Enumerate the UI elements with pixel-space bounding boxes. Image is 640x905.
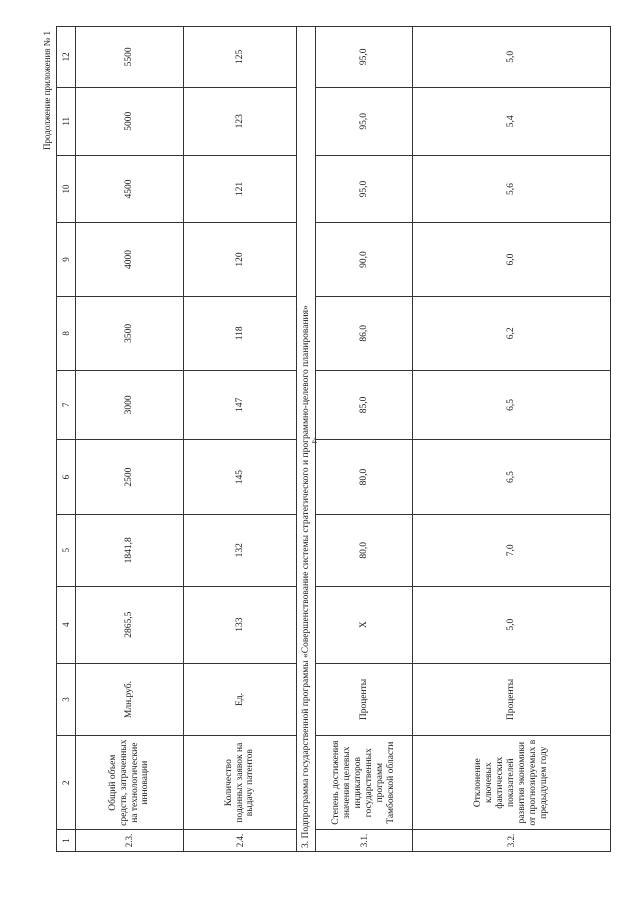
- row-number: 3.2.: [413, 829, 611, 851]
- indicator-name: Степень достижения значения целевых индикаторов государственных программ Тамбовской области: [316, 736, 413, 830]
- value-cell: 5500: [76, 27, 184, 88]
- value-cell: Х: [316, 586, 413, 663]
- value-cell: 80,0: [316, 440, 413, 515]
- value-cell: 95,0: [316, 27, 413, 88]
- column-number: 10: [57, 155, 76, 222]
- value-cell: 132: [184, 515, 297, 587]
- unit-cell: Проценты: [316, 663, 413, 736]
- section-title: 3. Подпрограмма государственной программы «Совершенствование системы стратегического и программно-целевого планирования»: [297, 27, 316, 852]
- value-cell: 147: [184, 370, 297, 439]
- value-cell: 5000: [76, 87, 184, 155]
- continuation-label: Продолжение приложения № 1: [42, 30, 52, 150]
- column-number: 5: [57, 515, 76, 587]
- value-cell: 95,0: [316, 87, 413, 155]
- value-cell: 2865,5: [76, 586, 184, 663]
- value-cell: 86,0: [316, 296, 413, 370]
- indicator-name: Общий объем средств, затраченных на технологические инновации: [76, 736, 184, 830]
- column-number: 4: [57, 586, 76, 663]
- value-cell: 5,4: [413, 87, 611, 155]
- column-number: 3: [57, 663, 76, 736]
- value-cell: 125: [184, 27, 297, 88]
- value-cell: 5,0: [413, 27, 611, 88]
- value-cell: 4000: [76, 223, 184, 297]
- value-cell: 5,0: [413, 586, 611, 663]
- unit-cell: Млн.руб.: [76, 663, 184, 736]
- value-cell: 4500: [76, 155, 184, 222]
- indicator-name: Количество поданных заявок на выдачу патентов: [184, 736, 297, 830]
- row-number: 3.1.: [316, 829, 413, 851]
- unit-cell: Ед.: [184, 663, 297, 736]
- column-number: 6: [57, 440, 76, 515]
- value-cell: 123: [184, 87, 297, 155]
- indicators-table: [56, 26, 611, 852]
- value-cell: 6,5: [413, 370, 611, 439]
- value-cell: 2500: [76, 440, 184, 515]
- value-cell: 80,0: [316, 515, 413, 587]
- column-number: 1: [57, 829, 76, 851]
- column-number: 8: [57, 296, 76, 370]
- table-row: [184, 27, 297, 852]
- value-cell: 6,5: [413, 440, 611, 515]
- value-cell: 3500: [76, 296, 184, 370]
- value-cell: 118: [184, 296, 297, 370]
- value-cell: 6,0: [413, 223, 611, 297]
- value-cell: 1841,8: [76, 515, 184, 587]
- column-number-row: [57, 27, 76, 852]
- value-cell: 95,0: [316, 155, 413, 222]
- unit-cell: Проценты: [413, 663, 611, 736]
- value-cell: 5,6: [413, 155, 611, 222]
- section-header-row: [297, 27, 316, 852]
- table-row: [413, 27, 611, 852]
- rotated-table-container: [56, 26, 604, 852]
- column-number: 12: [57, 27, 76, 88]
- table-row: [76, 27, 184, 852]
- value-cell: 7,0: [413, 515, 611, 587]
- value-cell: 121: [184, 155, 297, 222]
- value-cell: 3000: [76, 370, 184, 439]
- value-cell: 6,2: [413, 296, 611, 370]
- value-cell: 120: [184, 223, 297, 297]
- row-number: 2.4.: [184, 829, 297, 851]
- value-cell: 145: [184, 440, 297, 515]
- value-cell: 90,0: [316, 223, 413, 297]
- value-cell: 133: [184, 586, 297, 663]
- column-number: 9: [57, 223, 76, 297]
- column-number: 11: [57, 87, 76, 155]
- indicator-name: Отклонение ключевых фактических показателей развития экономики от прогнозируемых в предыдущем году: [413, 736, 611, 830]
- page-number: 4: [312, 436, 317, 447]
- row-number: 2.3.: [76, 829, 184, 851]
- value-cell: 85,0: [316, 370, 413, 439]
- table-row: [316, 27, 413, 852]
- column-number: 7: [57, 370, 76, 439]
- column-number: 2: [57, 736, 76, 830]
